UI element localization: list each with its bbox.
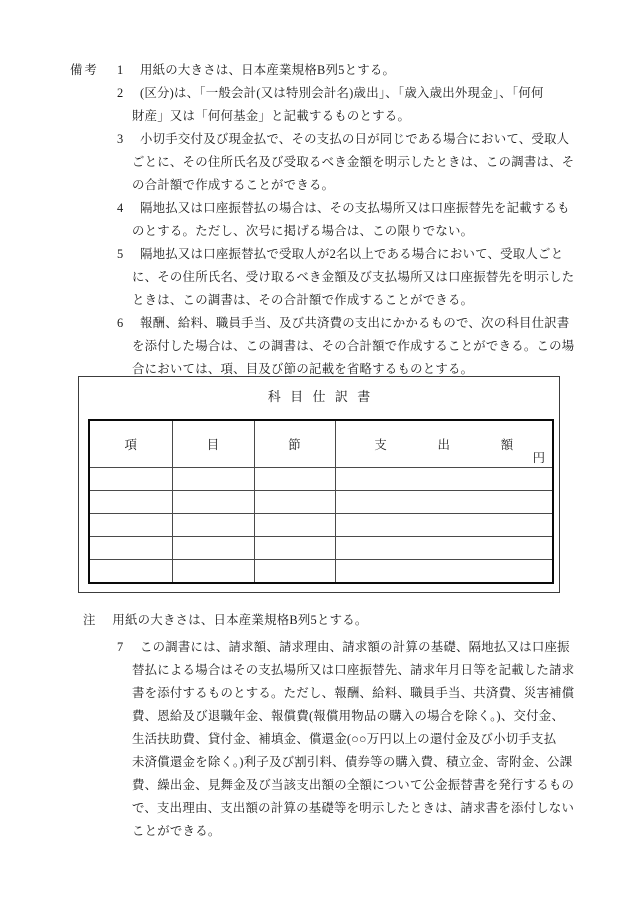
remark-item-5	[70, 243, 575, 312]
note-section	[83, 609, 368, 632]
table-cell	[89, 491, 172, 514]
subject-journal-table	[88, 419, 565, 584]
item-number: 2	[117, 86, 124, 100]
item-number: 7	[117, 640, 124, 654]
table-cell	[89, 537, 172, 560]
table-cell	[254, 468, 335, 491]
table-cell	[89, 514, 172, 537]
remarks-section	[70, 59, 575, 381]
remark-item-1	[70, 59, 560, 82]
remark-item-7	[70, 636, 575, 843]
table-cell	[335, 491, 553, 514]
table-cell	[172, 468, 254, 491]
remark-text-line: 財産」又は「何何基金」と記載するものとする。	[132, 109, 411, 123]
form-title	[79, 389, 559, 405]
item-number: 5	[117, 247, 124, 261]
col-header-moku: 目	[172, 420, 254, 468]
table-cell	[335, 514, 553, 537]
subject-journal-form-box	[78, 376, 565, 593]
table-cell	[172, 514, 254, 537]
table-row	[89, 468, 553, 491]
table-cell	[254, 514, 335, 537]
table-cell	[335, 537, 553, 560]
table-cell	[89, 468, 172, 491]
remark-text-line: 生活扶助費、貸付金、補填金、償還金(○○万円以上の還付金及び小切手支払	[132, 732, 557, 746]
remark-text-line: ときは、この調書は、その合計額で作成することができる。	[132, 293, 474, 307]
table-cell	[254, 560, 335, 584]
item-number: 6	[117, 316, 124, 330]
table-row	[89, 514, 553, 537]
table-cell	[254, 537, 335, 560]
remark-item-6	[70, 312, 575, 381]
item-number: 1	[117, 63, 124, 77]
item-number: 4	[117, 201, 124, 215]
form-title-text: 科目仕訳書	[267, 389, 380, 404]
table-header-row	[89, 420, 553, 468]
remark-text-line: 隔地払又は口座振替払で受取人が2名以上である場合において、受取人ごと	[140, 247, 564, 261]
remark-text-line: 報酬、給料、職員手当、及び共済費の支出にかかるもので、次の科目仕訳書	[140, 316, 570, 330]
remark-text-line: を添付した場合は、この調書は、その合計額で作成することができる。この場	[132, 339, 575, 353]
table-cell	[89, 560, 172, 584]
table-cell	[172, 537, 254, 560]
table-row	[89, 560, 553, 584]
item-number: 3	[117, 132, 124, 146]
remark-text-line: この調書には、請求額、請求理由、請求額の計算の基礎、隔地払又は口座振	[140, 640, 570, 654]
item7-section	[70, 636, 575, 843]
col-header-amount	[335, 420, 565, 468]
yen-unit-label: 円	[532, 451, 545, 465]
remark-item-2	[70, 82, 560, 128]
remark-text-line: 合においては、項、目及び節の記載を省略するものとする。	[132, 362, 474, 376]
remark-text-line: のとする。ただし、次号に掲げる場合は、この限りでない。	[132, 224, 474, 238]
remark-item-3	[70, 128, 575, 197]
remark-text-line: の合計額で作成することができる。	[132, 178, 335, 192]
remark-text-line: ごとに、その住所氏名及び受取るべき金額を明示したときは、この調書は、そ	[132, 155, 575, 169]
note-text: 用紙の大きさは、日本産業規格B列5とする。	[112, 613, 368, 627]
remark-text-line: ことができる。	[132, 824, 221, 838]
table-cell	[254, 491, 335, 514]
amount-header-label: 支出額	[374, 438, 565, 452]
note-label: 注	[83, 613, 96, 627]
remark-text-line: 書を添付するものとする。ただし、報酬、給料、職員手当、共済費、災害補償	[132, 686, 575, 700]
remark-text-line: (区分)は、「一般会計(又は特別会計名)歳出」、「歳入歳出外現金」、「何何	[140, 86, 544, 100]
remark-text-line: に、その住所氏名、受け取るべき金額及び支払場所又は口座振替先を明示した	[132, 270, 575, 284]
col-header-setsu: 節	[254, 420, 335, 468]
remark-text-line: 費、繰出金、見舞金及び当該支出額の全額について公金振替書を発行するもの	[132, 778, 575, 792]
table-row	[89, 491, 553, 514]
remark-item-4	[70, 197, 570, 243]
remarks-label: 備考	[70, 63, 99, 77]
table-cell	[335, 468, 553, 491]
remark-text-line: 未済償還金を除く。)利子及び割引料、債券等の購入費、積立金、寄附金、公課	[132, 755, 573, 769]
table-cell	[335, 560, 553, 584]
remark-text-line: 小切手交付及び現金払で、その支払の日が同じである場合において、受取人	[140, 132, 570, 146]
table-cell	[172, 560, 254, 584]
remark-text-line: 替払による場合はその支払場所又は口座振替先、請求年月日等を記載した請求	[132, 663, 575, 677]
table-row	[89, 537, 553, 560]
remark-text-line: で、支出理由、支出額の計算の基礎等を明示したときは、請求書を添付しない	[132, 801, 575, 815]
remark-text-line: 隔地払又は口座振替払の場合は、その支払場所又は口座振替先を記載するも	[140, 201, 570, 215]
remark-text-line: 用紙の大きさは、日本産業規格B列5とする。	[140, 63, 396, 77]
table-cell	[172, 491, 254, 514]
remark-text-line: 費、恩給及び退職年金、報償費(報償用物品の購入の場合を除く。)、交付金、	[132, 709, 565, 723]
col-header-kou: 項	[89, 420, 172, 468]
